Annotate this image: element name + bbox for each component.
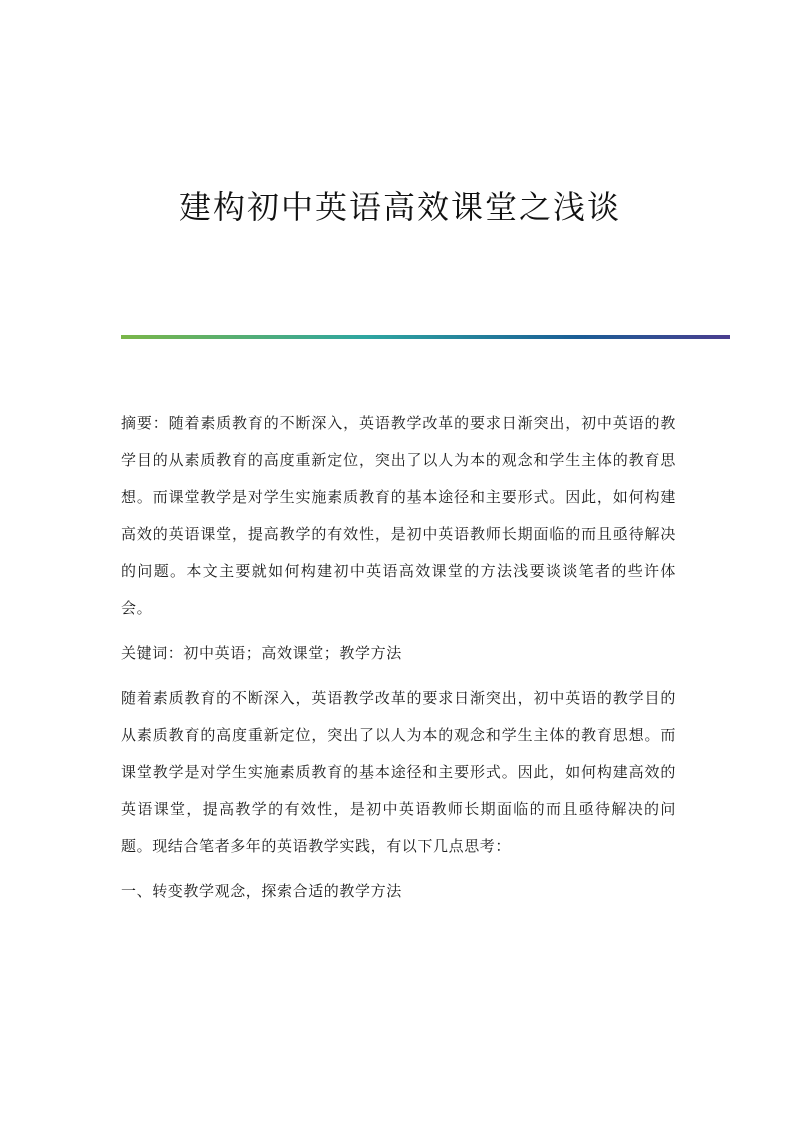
keywords-line: 关键词：初中英语；高效课堂；教学方法 — [121, 644, 402, 662]
page-title: 建构初中英语高效课堂之浅谈 — [178, 188, 621, 226]
body-paragraph: 随着素质教育的不断深入，英语教学改革的要求日渐突出，初中英语的教学目的从素质教育的高度重新定位，突出了以人为本的观念和学生主体的教育思想。而课堂教学是对学生实施素质教育的基本途径和主要形式。因此，如何构建高效的英语课堂，提高教学的有效性，是初中英语教师长期面临的而且亟待解决的问题。现结合笔者多年的英语教学实践，有以下几点思考： — [121, 689, 676, 855]
abstract-paragraph: 摘要：随着素质教育的不断深入，英语教学改革的要求日渐突出，初中英语的教学目的从素质教育的高度重新定位，突出了以人为本的观念和学生主体的教育思想。而课堂教学是对学生实施素质教育的基本途径和主要形式。因此，如何构建高效的英语课堂，提高教学的有效性，是初中英语教师长期面临的而且亟待解决的问题。本文主要就如何构建初中英语高效课堂的方法浅要谈谈笔者的些许体会。 — [121, 414, 676, 617]
section-heading: 一、转变教学观念，探索合适的教学方法 — [121, 882, 402, 900]
document-body — [121, 405, 676, 918]
title-divider — [121, 335, 730, 339]
